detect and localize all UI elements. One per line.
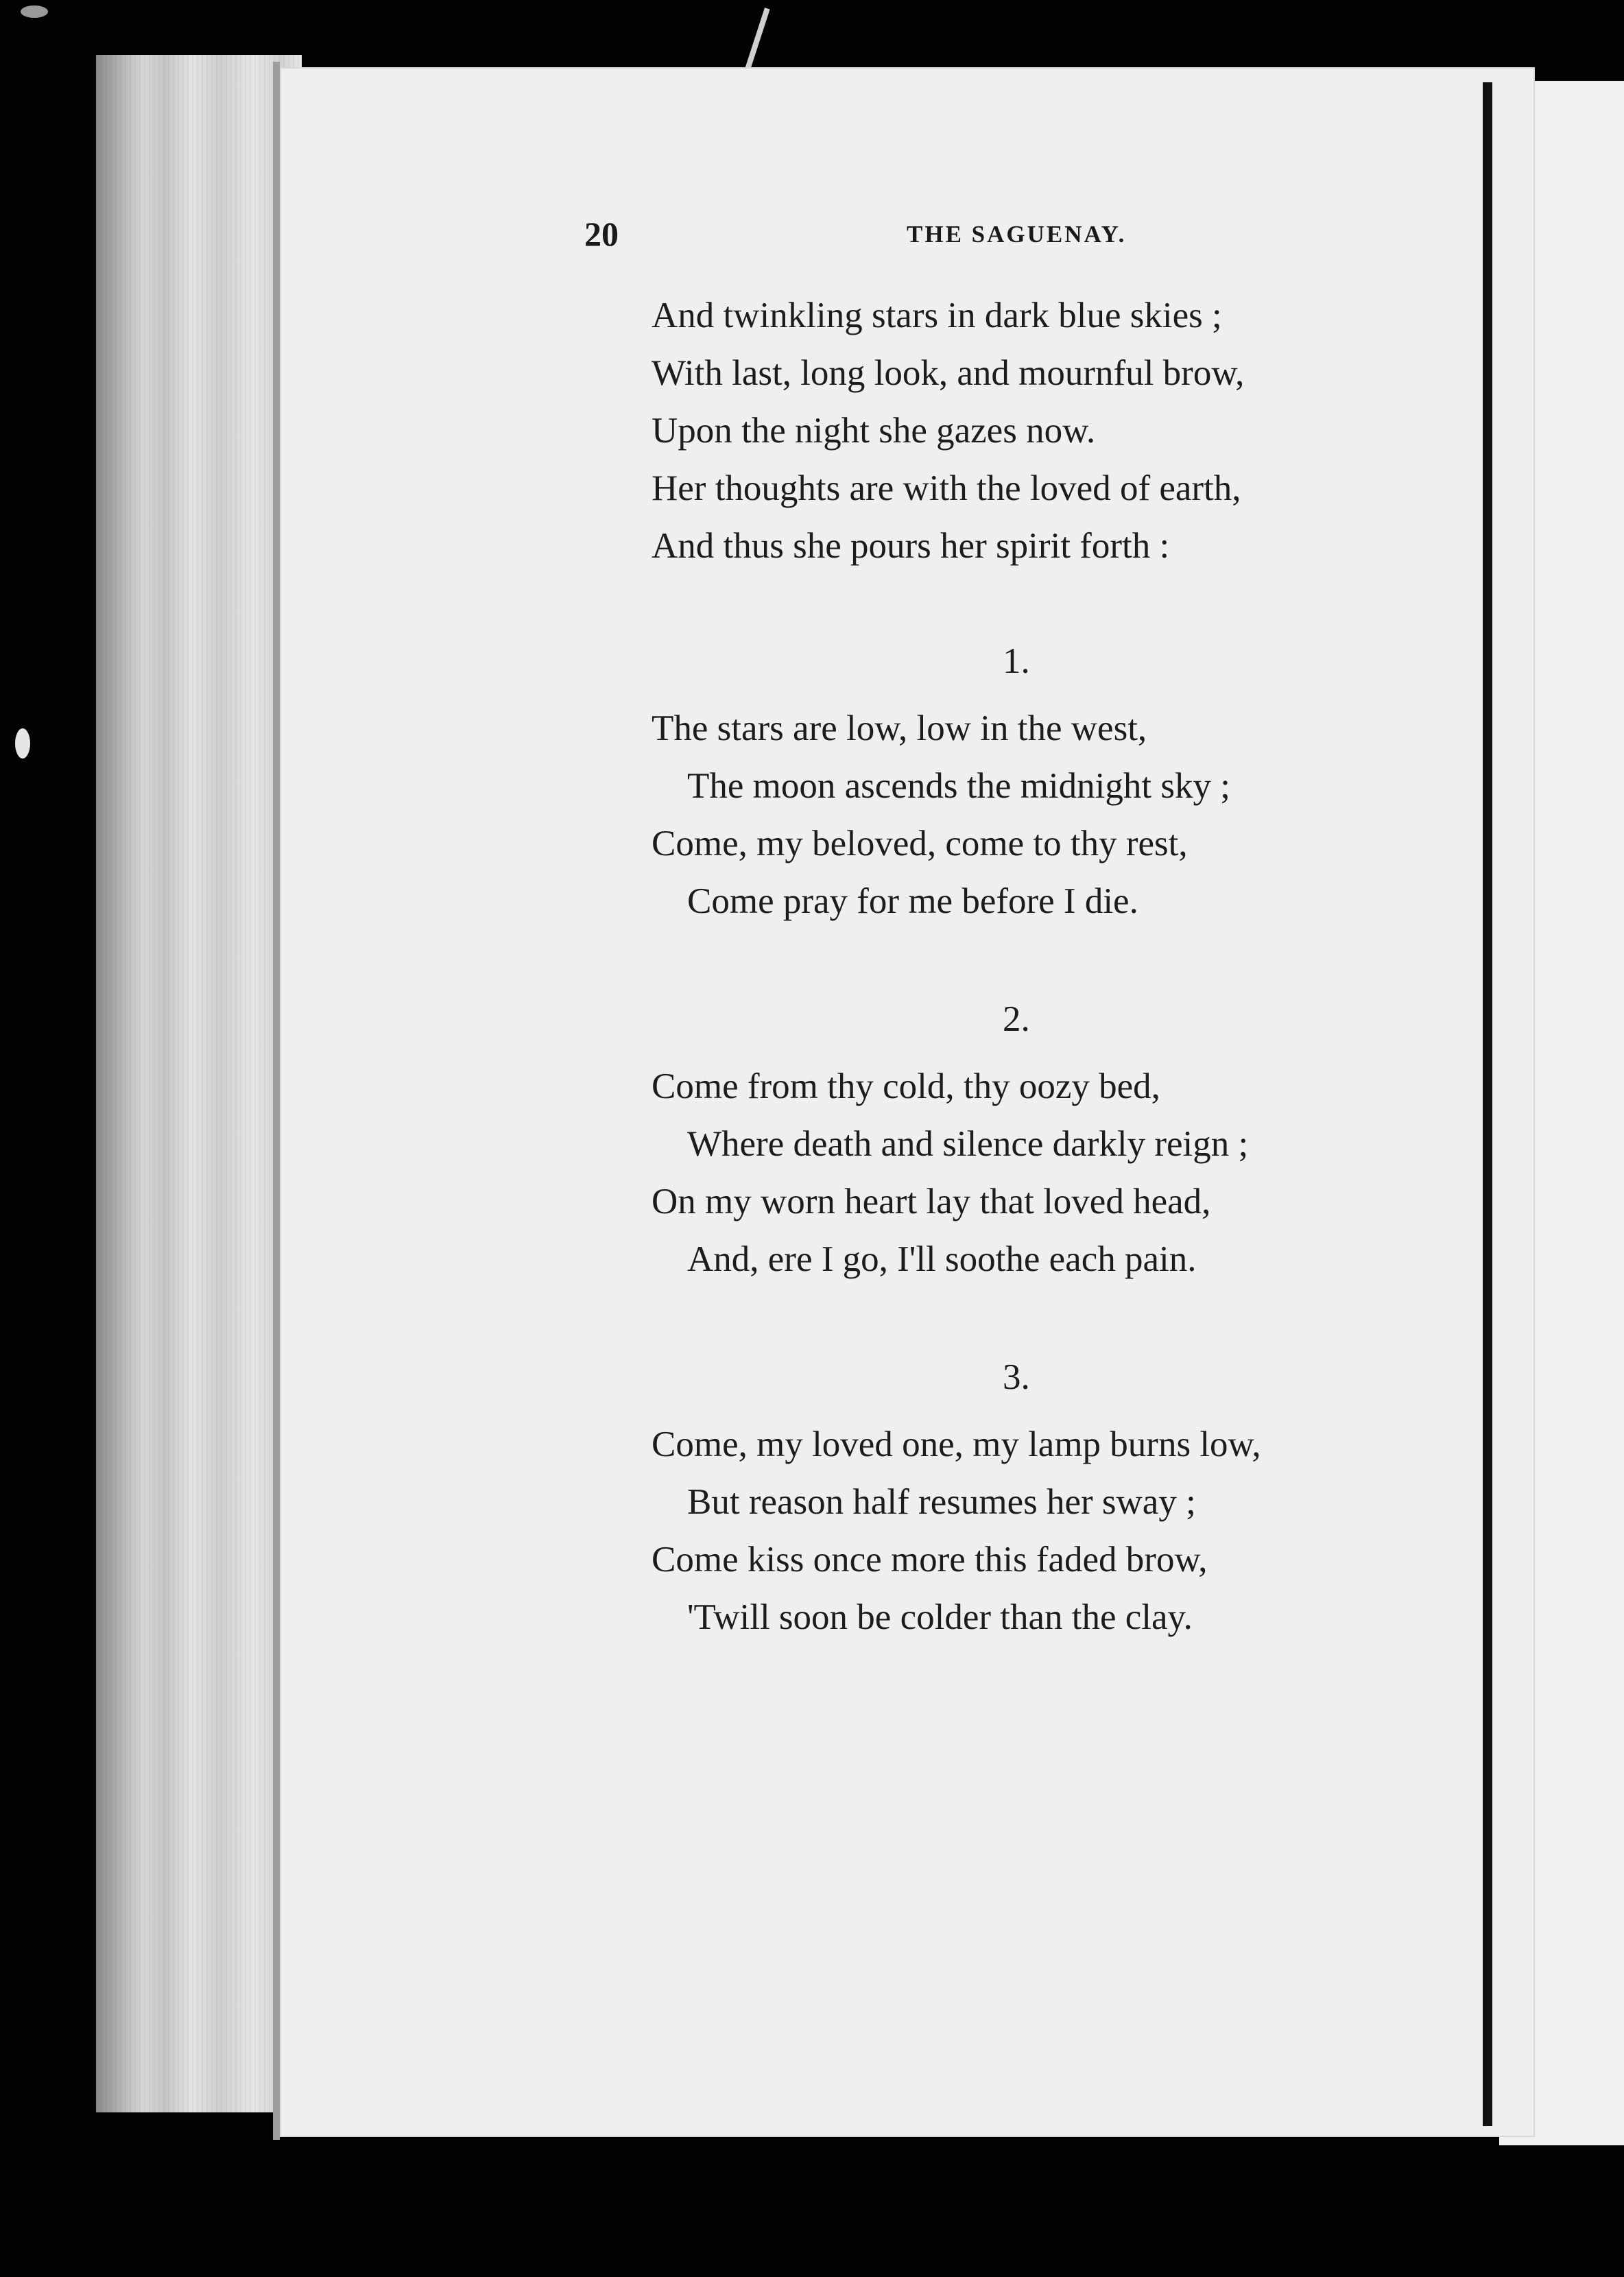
verse-line: On my worn heart lay that loved head, <box>652 1182 1211 1221</box>
stanza-number: 1. <box>1003 641 1030 681</box>
verse-line: And thus she pours her spirit forth : <box>652 526 1170 566</box>
verse-line: Where death and silence darkly reign ; <box>687 1124 1249 1164</box>
dust-speck <box>15 728 30 759</box>
intro-verse <box>652 287 1324 575</box>
verse-line: 'Twill soon be colder than the clay. <box>687 1597 1193 1637</box>
page-edges <box>96 55 302 2112</box>
gutter-shadow <box>1483 82 1492 2126</box>
verse-line: Come from thy cold, thy oozy bed, <box>652 1066 1160 1106</box>
verse-line: Upon the night she gazes now. <box>652 411 1096 451</box>
verse-line: But reason half resumes her sway ; <box>687 1482 1196 1522</box>
verse-line: Come, my beloved, come to thy rest, <box>652 824 1188 863</box>
verse-line: Come kiss once more this faded brow, <box>652 1540 1208 1579</box>
dust-speck <box>21 5 48 18</box>
bookmark-ribbon <box>744 8 769 72</box>
page-number: 20 <box>584 215 619 253</box>
poem-text <box>652 287 1324 1646</box>
verse-line: And, ere I go, I'll soothe each pain. <box>687 1239 1197 1279</box>
page-shadow <box>273 62 280 2140</box>
verse-line: With last, long look, and mournful brow, <box>652 353 1245 393</box>
page-header <box>584 214 1243 255</box>
stanza-3 <box>652 1348 1324 1646</box>
stanza-1 <box>652 632 1324 930</box>
verse-line: The stars are low, low in the west, <box>652 708 1147 748</box>
running-head: THE SAGUENAY. <box>907 221 1127 248</box>
stanza-number: 3. <box>1003 1357 1030 1397</box>
verse-line: The moon ascends the midnight sky ; <box>687 766 1230 806</box>
verse-line: Her thoughts are with the loved of earth, <box>652 468 1241 508</box>
verse-line: And twinkling stars in dark blue skies ; <box>652 296 1222 335</box>
verse-line: Come pray for me before I die. <box>687 881 1138 921</box>
stanza-number: 2. <box>1003 999 1030 1039</box>
stanza-2 <box>652 990 1324 1288</box>
verse-line: Come, my loved one, my lamp burns low, <box>652 1424 1261 1464</box>
